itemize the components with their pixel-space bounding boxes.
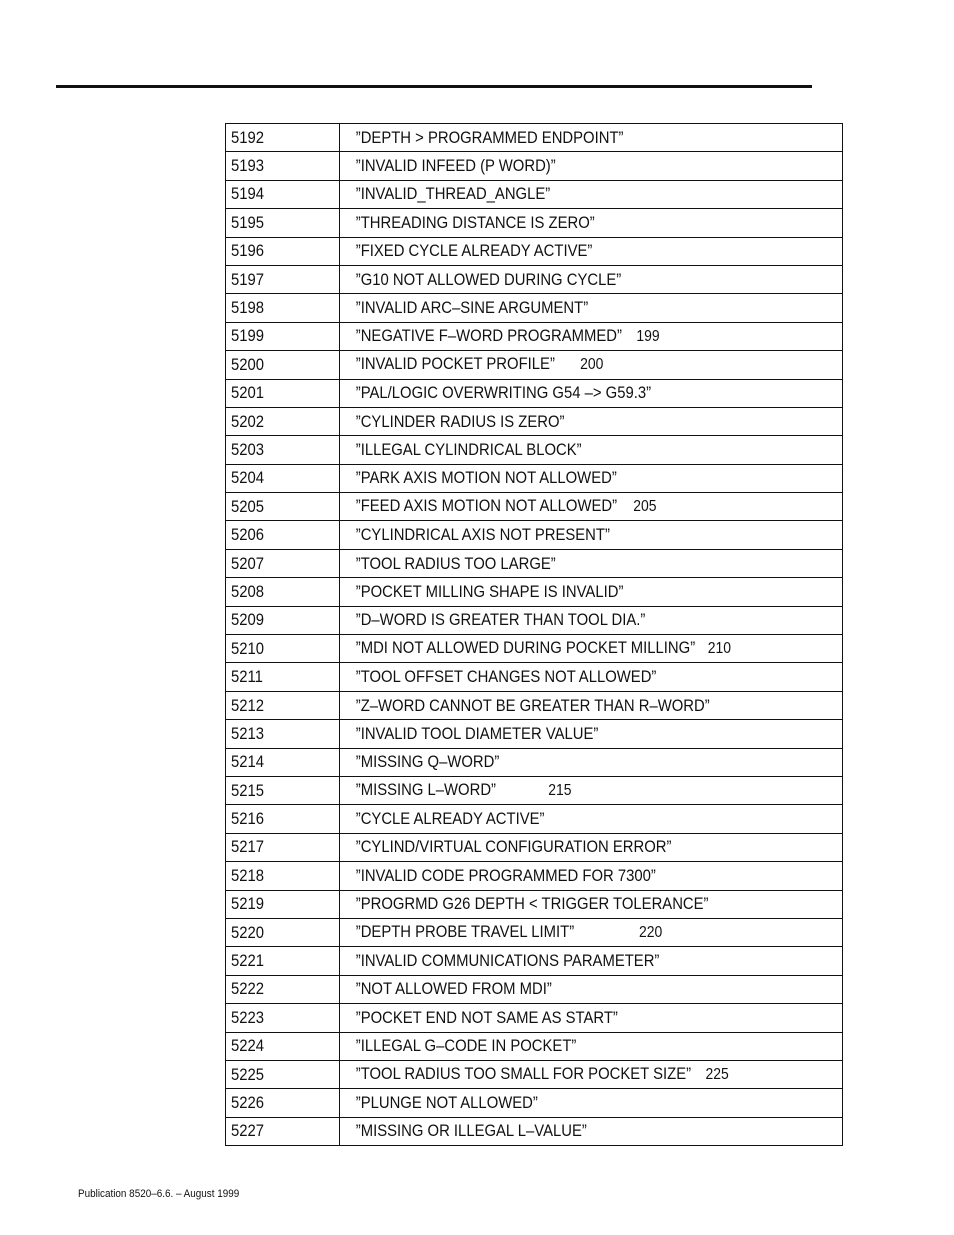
error-message-text: ”DEPTH > PROGRAMMED ENDPOINT” [355,128,623,147]
error-code-cell: 5225 [226,1060,329,1088]
error-code-cell: 5223 [226,1004,329,1032]
error-message-text: ”Z–WORD CANNOT BE GREATER THAN R–WORD” [355,696,710,715]
error-message-cell [340,606,793,634]
table-row [226,720,843,748]
error-code-cell: 5211 [226,663,329,691]
error-code-cell: 5199 [226,322,329,350]
table-row [226,691,843,719]
error-message-cell [340,635,793,663]
table-row [226,152,843,180]
error-message-text: ”MISSING L–WORD” [355,781,496,800]
table-row [226,663,843,691]
table-row [226,322,843,350]
error-message-cell [340,1004,793,1032]
table-row [226,1060,843,1088]
error-message-text: ”INVALID CODE PROGRAMMED FOR 7300” [355,866,656,885]
error-code-cell: 5212 [226,691,329,719]
table-row [226,436,843,464]
error-message-cell [340,947,793,975]
error-code-cell: 5214 [226,748,329,776]
error-message-cell [340,379,793,407]
error-message-cell [340,833,793,861]
table-row [226,237,843,265]
error-message-text: ”DEPTH PROBE TRAVEL LIMIT” [355,923,574,942]
error-message-cell [340,1060,793,1088]
error-message-text: ”INVALID_THREAD_ANGLE” [355,185,550,204]
index-marker: 205 [632,498,657,516]
error-message-cell [340,578,793,606]
error-message-text: ”FEED AXIS MOTION NOT ALLOWED” [355,497,617,516]
error-message-cell [340,209,793,237]
error-code-cell: 5202 [226,407,329,435]
error-message-cell [340,663,793,691]
table-row [226,862,843,890]
table-row [226,407,843,435]
error-message-cell [340,805,793,833]
error-message-text: ”TOOL RADIUS TOO LARGE” [355,554,556,573]
error-code-cell: 5195 [226,209,329,237]
error-message-text: ”ILLEGAL CYLINDRICAL BLOCK” [355,440,582,459]
error-message-table-body [226,124,843,1146]
error-message-cell [340,975,793,1003]
error-message-cell [340,493,793,521]
error-message-cell [340,890,793,918]
error-code-cell: 5217 [226,833,329,861]
error-message-cell [340,265,793,293]
index-marker: 210 [707,640,731,658]
table-row [226,975,843,1003]
table-row [226,265,843,293]
error-message-cell [340,748,793,776]
index-marker: 200 [579,356,603,374]
error-code-cell: 5192 [226,124,329,152]
error-message-text: ”NOT ALLOWED FROM MDI” [355,980,552,999]
error-code-cell: 5222 [226,975,329,1003]
error-message-text: ”MDI NOT ALLOWED DURING POCKET MILLING” [355,639,695,658]
error-code-cell: 5194 [226,180,329,208]
error-message-cell [340,918,793,946]
table-row [226,748,843,776]
table-row [226,805,843,833]
table-row [226,521,843,549]
error-code-cell: 5208 [226,578,329,606]
error-message-cell [340,351,793,379]
error-message-cell [340,180,793,208]
error-code-cell: 5196 [226,237,329,265]
error-message-text: ”INVALID POCKET PROFILE” [355,355,555,374]
error-message-text: ”CYLINDRICAL AXIS NOT PRESENT” [355,526,610,545]
error-message-text: ”NEGATIVE F–WORD PROGRAMMED” [355,326,622,345]
table-row [226,890,843,918]
error-message-text: ”FIXED CYCLE ALREADY ACTIVE” [355,242,592,261]
error-code-cell: 5215 [226,776,329,804]
error-message-text: ”CYCLE ALREADY ACTIVE” [355,810,544,829]
error-message-text: ”MISSING Q–WORD” [355,753,499,772]
table-row [226,351,843,379]
error-code-cell: 5203 [226,436,329,464]
error-message-cell [340,862,793,890]
table-row [226,493,843,521]
error-message-cell [340,1089,793,1117]
error-message-text: ”CYLINDER RADIUS IS ZERO” [355,412,565,431]
error-code-cell: 5210 [226,635,329,663]
error-message-cell [340,407,793,435]
error-message-cell [340,124,793,152]
error-code-cell: 5219 [226,890,329,918]
index-marker: 225 [704,1066,729,1084]
error-message-text: ”INVALID TOOL DIAMETER VALUE” [355,724,598,743]
error-code-cell: 5197 [226,265,329,293]
error-code-cell: 5193 [226,152,329,180]
error-message-text: ”PAL/LOGIC OVERWRITING G54 –> G59.3” [355,384,651,403]
error-message-text: ”THREADING DISTANCE IS ZERO” [355,213,595,232]
error-code-cell: 5207 [226,549,329,577]
error-message-cell [340,294,793,322]
table-row [226,947,843,975]
table-row [226,464,843,492]
table-row [226,379,843,407]
error-code-cell: 5220 [226,918,329,946]
table-row [226,1032,843,1060]
error-code-cell: 5201 [226,379,329,407]
table-row [226,776,843,804]
error-message-cell [340,1032,793,1060]
error-message-text: ”INVALID COMMUNICATIONS PARAMETER” [355,952,659,971]
header-rule [56,85,812,88]
error-code-cell: 5206 [226,521,329,549]
table-row [226,635,843,663]
error-code-cell: 5227 [226,1117,329,1145]
error-code-cell: 5226 [226,1089,329,1117]
error-message-cell [340,152,793,180]
error-message-text: ”ILLEGAL G–CODE IN POCKET” [355,1037,576,1056]
error-message-cell [340,1117,793,1145]
error-message-cell [340,691,793,719]
error-code-cell: 5209 [226,606,329,634]
table-row [226,294,843,322]
index-marker: 220 [638,924,662,942]
error-code-cell: 5221 [226,947,329,975]
error-message-table [225,123,843,1146]
table-row [226,124,843,152]
error-message-text: ”D–WORD IS GREATER THAN TOOL DIA.” [355,611,645,630]
error-message-text: ”INVALID INFEED (P WORD)” [355,157,556,176]
table-row [226,1089,843,1117]
error-message-text: ”POCKET END NOT SAME AS START” [355,1008,618,1027]
index-marker: 215 [547,782,571,800]
error-message-cell [340,549,793,577]
table-row [226,180,843,208]
error-code-cell: 5224 [226,1032,329,1060]
error-code-cell: 5216 [226,805,329,833]
error-message-text: ”POCKET MILLING SHAPE IS INVALID” [355,582,623,601]
table-row [226,918,843,946]
table-row [226,578,843,606]
error-message-cell [340,237,793,265]
index-marker: 199 [635,327,660,345]
table-row [226,1004,843,1032]
table-row [226,549,843,577]
error-code-cell: 5198 [226,294,329,322]
error-message-text: ”TOOL RADIUS TOO SMALL FOR POCKET SIZE” [355,1065,691,1084]
table-row [226,606,843,634]
table-row [226,833,843,861]
error-code-cell: 5218 [226,862,329,890]
error-message-text: ”G10 NOT ALLOWED DURING CYCLE” [355,270,621,289]
error-message-text: ”INVALID ARC–SINE ARGUMENT” [355,299,588,318]
error-message-text: ”PLUNGE NOT ALLOWED” [355,1093,538,1112]
error-code-cell: 5204 [226,464,329,492]
error-message-cell [340,776,793,804]
error-message-cell [340,720,793,748]
table-row [226,1117,843,1145]
error-code-cell: 5200 [226,351,329,379]
error-message-cell [340,436,793,464]
error-code-cell: 5213 [226,720,329,748]
error-message-cell [340,322,793,350]
error-message-text: ”MISSING OR ILLEGAL L–VALUE” [355,1122,587,1141]
error-message-text: ”PARK AXIS MOTION NOT ALLOWED” [355,469,617,488]
error-message-text: ”TOOL OFFSET CHANGES NOT ALLOWED” [355,668,656,687]
error-message-cell [340,464,793,492]
error-message-text: ”PROGRMD G26 DEPTH < TRIGGER TOLERANCE” [355,895,709,914]
publication-footer: Publication 8520–6.6. – August 1999 [78,1188,240,1200]
error-code-cell: 5205 [226,493,329,521]
error-message-cell [340,521,793,549]
error-message-text: ”CYLIND/VIRTUAL CONFIGURATION ERROR” [355,838,671,857]
table-row [226,209,843,237]
